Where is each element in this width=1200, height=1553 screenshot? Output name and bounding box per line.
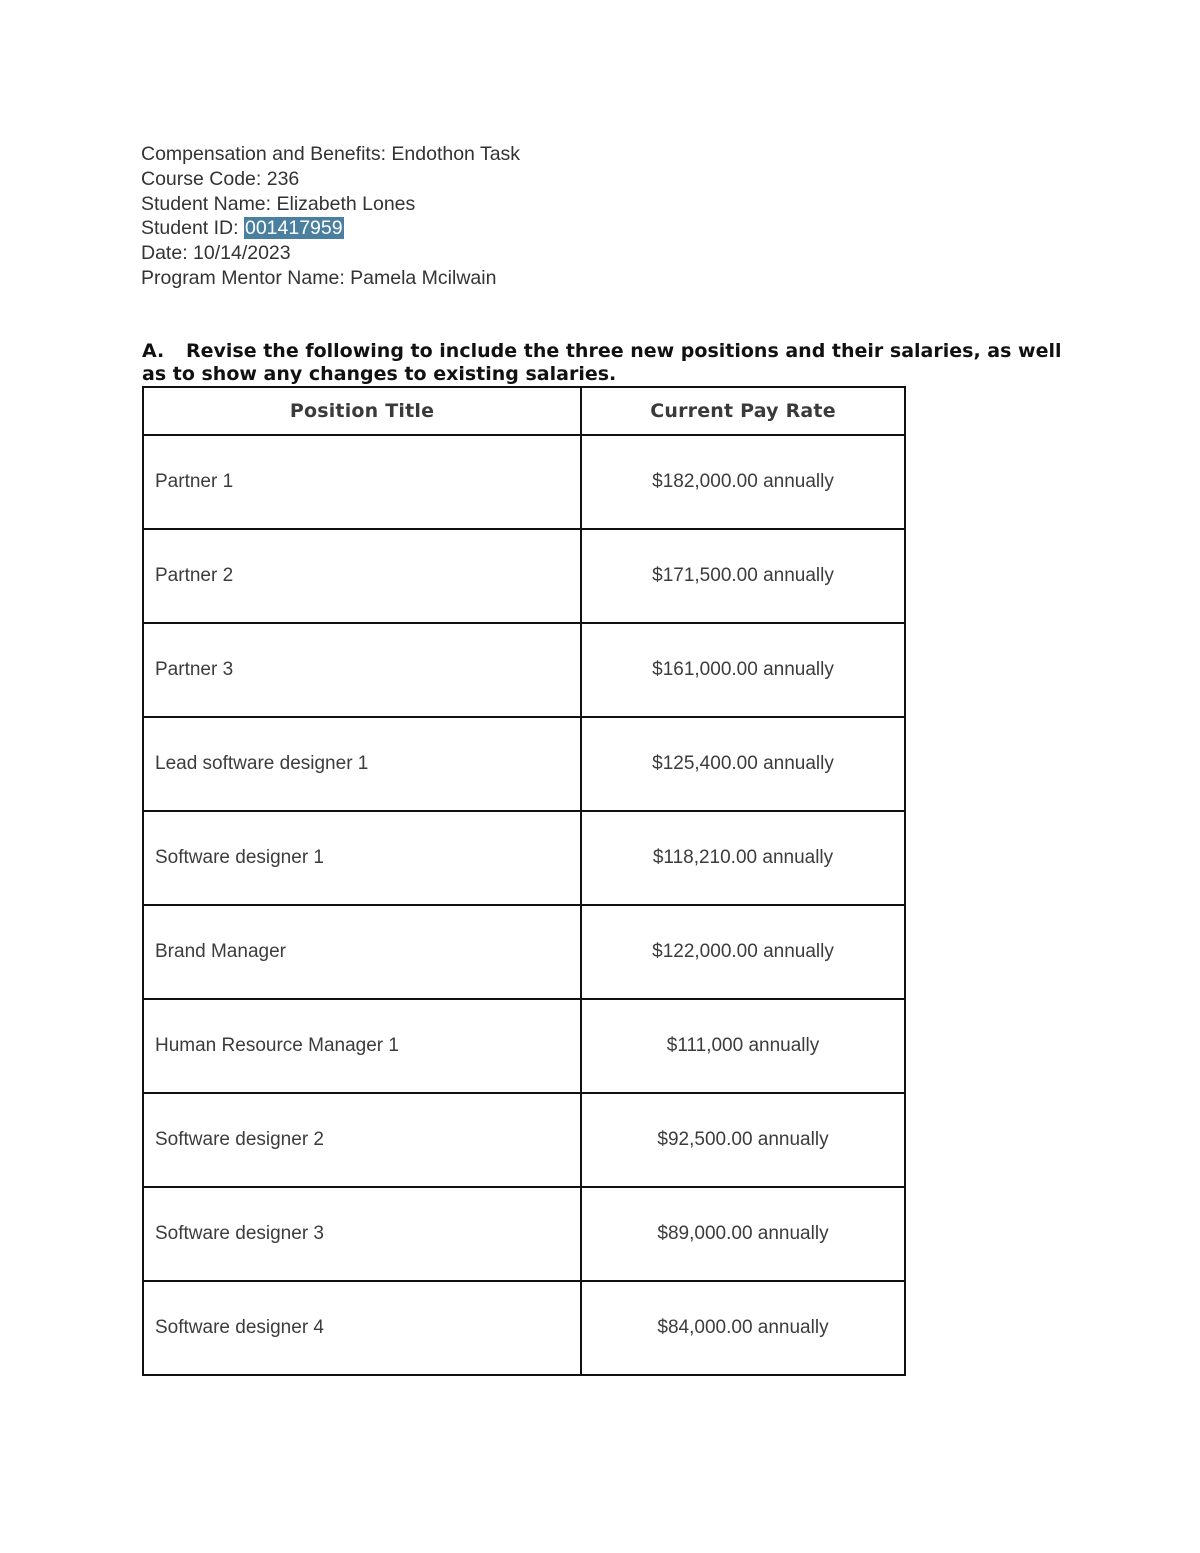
- table-row: [143, 905, 905, 999]
- question-letter: A.: [142, 340, 165, 362]
- pay-rate-table: [142, 386, 906, 1376]
- pay-rate-cell: $122,000.00 annually: [581, 905, 905, 999]
- pay-rate-cell: $125,400.00 annually: [581, 717, 905, 811]
- student-id: [141, 216, 520, 241]
- position-title-cell: Human Resource Manager 1: [143, 999, 581, 1093]
- pay-rate-cell: $161,000.00 annually: [581, 623, 905, 717]
- position-title-cell: Partner 3: [143, 623, 581, 717]
- pay-rate-cell: $89,000.00 annually: [581, 1187, 905, 1281]
- question-a: [142, 340, 1062, 386]
- pay-rate-cell: $92,500.00 annually: [581, 1093, 905, 1187]
- table-row: [143, 435, 905, 529]
- student-id-value-selected[interactable]: 001417959: [244, 217, 343, 240]
- pay-rate-cell: $84,000.00 annually: [581, 1281, 905, 1375]
- position-title-cell: Software designer 1: [143, 811, 581, 905]
- header-block: [141, 142, 520, 291]
- pay-rate-cell: $118,210.00 annually: [581, 811, 905, 905]
- mentor-name: Program Mentor Name: Pamela Mcilwain: [141, 266, 497, 289]
- table-row: [143, 623, 905, 717]
- position-title-cell: Lead software designer 1: [143, 717, 581, 811]
- position-title-cell: Software designer 4: [143, 1281, 581, 1375]
- position-title-cell: Software designer 2: [143, 1093, 581, 1187]
- date: Date: 10/14/2023: [141, 242, 291, 265]
- table-row: [143, 717, 905, 811]
- position-title-cell: Partner 2: [143, 529, 581, 623]
- column-header-current-pay-rate: Current Pay Rate: [581, 387, 905, 435]
- table-header-row: [143, 387, 905, 435]
- student-name: Student Name: Elizabeth Lones: [141, 192, 416, 215]
- question-text: Revise the following to include the three new positions and their salaries, as well as to show any changes to existing salaries.: [142, 340, 1062, 385]
- table-row: [143, 1187, 905, 1281]
- table-row: [143, 999, 905, 1093]
- table-row: [143, 811, 905, 905]
- table-row: [143, 529, 905, 623]
- student-id-label: Student ID:: [141, 217, 244, 240]
- pay-rate-cell: $171,500.00 annually: [581, 529, 905, 623]
- position-title-cell: Brand Manager: [143, 905, 581, 999]
- position-title-cell: Partner 1: [143, 435, 581, 529]
- position-title-cell: Software designer 3: [143, 1187, 581, 1281]
- course-code: Course Code: 236: [141, 167, 300, 190]
- column-header-position-title: Position Title: [143, 387, 581, 435]
- pay-rate-cell: $111,000 annually: [581, 999, 905, 1093]
- table-row: [143, 1281, 905, 1375]
- table-row: [143, 1093, 905, 1187]
- pay-rate-cell: $182,000.00 annually: [581, 435, 905, 529]
- document-title: Compensation and Benefits: Endothon Task: [141, 143, 521, 165]
